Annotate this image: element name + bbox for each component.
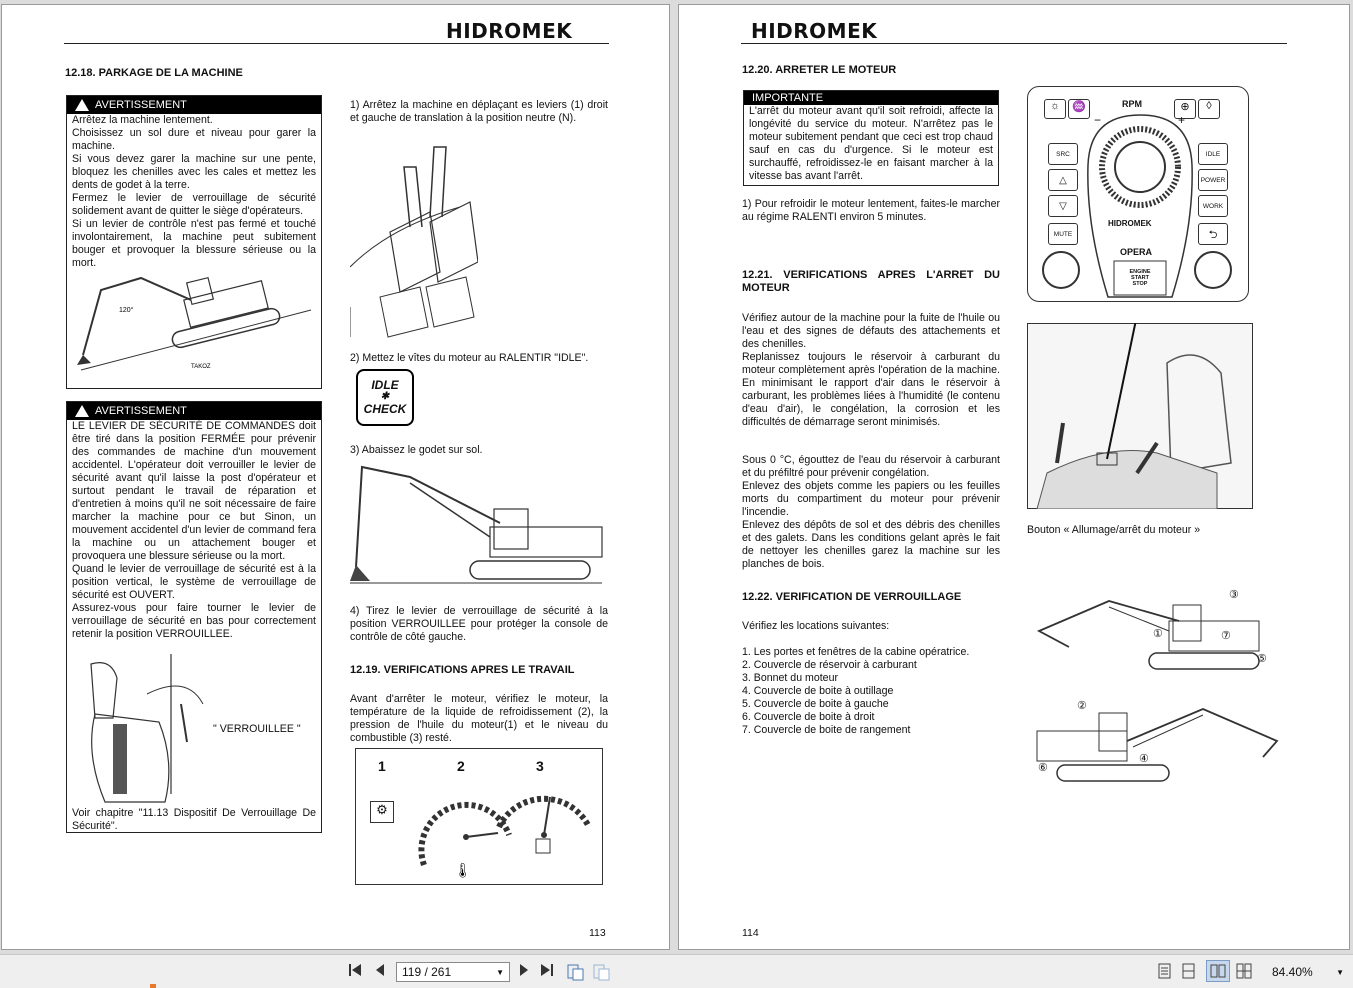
wiper-icon: ♒: [1068, 99, 1090, 119]
continuous-layout-icon[interactable]: [1182, 963, 1196, 979]
engine-start-stop-button: ENGINE START STOP: [1129, 269, 1151, 287]
checklist-item: 5. Couvercle de boite à gauche: [742, 698, 889, 710]
chevron-down-icon: ▼: [496, 967, 504, 977]
rpm-label: RPM: [1122, 99, 1142, 109]
checklist-item: 7. Couvercle de boite de rangement: [742, 724, 911, 736]
gauges-figure: [355, 748, 603, 885]
important-header: [744, 91, 998, 105]
two-page-layout-icon[interactable]: [1206, 960, 1230, 982]
next-page-icon[interactable]: [518, 963, 530, 977]
status-indicator: [150, 984, 156, 988]
heater-icon: ⊕: [1174, 99, 1196, 119]
warning-header: [67, 96, 321, 114]
washer-icon: ◊: [1198, 99, 1220, 119]
section-title-12-22: 12.22. VERIFICATION DE VERROUILLAGE: [742, 591, 962, 603]
excavator-lock-diagram-bottom: [1033, 701, 1283, 787]
excavator-slope-illustration: [71, 270, 317, 380]
header-rule: [64, 43, 609, 44]
warning-box-safety-lever: [66, 401, 322, 833]
important-text: L'arrêt du moteur avant qu'il soit refroidi, affecte la longévité du service du moteur. N'arrêtez pas le moteur subitement pendant que ceci est trop chaud sauf en cas du d'urgence. Si le moteur est surchauffé, refroidissez-le en faisant marcher à la vitesse bas avant l'arrêt.: [749, 105, 993, 182]
marker-3: ③: [1229, 589, 1239, 601]
previous-page-icon[interactable]: [374, 963, 386, 977]
chevron-down-icon: ▼: [1336, 967, 1344, 977]
single-page-view-icon[interactable]: [592, 963, 610, 981]
step-3-text: 3) Abaissez le godet sur sol.: [350, 444, 483, 456]
two-page-continuous-icon[interactable]: [1236, 963, 1252, 979]
marker-6: ⑥: [1038, 762, 1048, 774]
warning-box-parking: [66, 95, 322, 389]
gauge-label-3: 3: [536, 758, 544, 774]
hidromek-logo: HIDROMEK: [446, 19, 573, 43]
page-indicator: 119 / 261: [402, 965, 452, 979]
checklist: [742, 646, 1012, 737]
hidromek-logo: HIDROMEK: [751, 19, 878, 43]
document-page-113: [1, 4, 670, 950]
power-button: POWER: [1198, 169, 1228, 191]
plus-label: +: [1178, 113, 1186, 127]
gauge-label-2: 2: [457, 758, 465, 774]
warning-triangle-icon: [75, 405, 89, 417]
step-1-text: 1) Pour refroidir le moteur lentement, faites-le marcher au régime RALENTI environ 5 minutes.: [742, 198, 1000, 223]
zoom-level-select[interactable]: [1268, 962, 1348, 982]
panel-brand: HIDROMEK: [1108, 219, 1152, 228]
section-title-12-19: 12.19. VERIFICATIONS APRES LE TRAVAIL: [350, 664, 575, 676]
excavator-bucket-down-illustration: [350, 457, 606, 589]
warning-text: LE LEVIER DE SÉCURITÉ DE COMMANDES doit être tiré dans la position FERMÉE pour prévenir des commandes de machine d'un mouvement accidentel. L'opérateur doit verrouiller le levier de sécurité avant qu'il laisse la post d'opérateur et surtout pendant le travail de réparation et d'entretien à moins qu'il ne soit nécessaire de faire marcher la machine pour ce but Sinon, un mouvement accidentel d'un levier de command fera la machine ou un attachement bouger et provoquera une blessure sérieuse ou la mort. Quand le levier de verrouillage de sécurité est à la position vertical, le système de verrouillage de sécurité est OUVERT. Assurez-vous pour faire tourner le levier de verrouillage de sécurité en bas pour correctement retenir la position VERROUILLEE.: [72, 420, 316, 640]
chock-label: TAKOZ: [191, 364, 211, 370]
marker-7: ⑦: [1221, 630, 1231, 642]
warning-header-label: AVERTISSEMENT: [95, 405, 187, 417]
marker-2: ②: [1077, 700, 1087, 712]
cab-interior-illustration: [1027, 323, 1253, 509]
gauge-dials: [414, 775, 604, 883]
down-button: ▽: [1048, 195, 1078, 217]
locked-label: " VERROUILLEE ": [213, 723, 301, 735]
checklist-item: 3. Bonnet du moteur: [742, 672, 838, 684]
idle-icon-label: IDLE: [371, 378, 399, 392]
marker-5: ⑤: [1257, 653, 1267, 665]
important-header-label: IMPORTANTE: [752, 92, 824, 104]
star-icon: ✱: [380, 391, 390, 402]
src-button: SRC: [1048, 143, 1078, 165]
idle-button: IDLE: [1198, 143, 1228, 165]
section-12-21-paragraph-1: Vérifiez autour de la machine pour la fuite de l'huile ou l'eau et des signes de défauts des attachements et des chenilles. Replanissez toujours le réservoir à carburant du moteur complètement après l'opération de la machine. En minimisant le rapport d'air dans le réservoir à carburant, les problèmes liées à l'humidité (le contenu d'eau d'air), le congélation, la corrosion et les difficultés de démarrage seront minimisés.: [742, 312, 1000, 428]
warning-triangle-icon: [75, 99, 89, 111]
first-page-icon[interactable]: [348, 963, 362, 977]
single-page-layout-icon[interactable]: [1158, 963, 1172, 979]
travel-levers-illustration: [350, 137, 478, 343]
oil-pressure-icon: ⚙: [370, 801, 394, 823]
pdf-viewer-toolbar: [0, 954, 1353, 988]
step-1-text: 1) Arrêtez la machine en déplaçant es leviers (1) droit et gauche de translation à la position neutre (N).: [350, 99, 608, 124]
page-number: 114: [742, 927, 759, 939]
back-button: ⮌: [1198, 223, 1228, 245]
page-number-select[interactable]: [396, 962, 510, 982]
step-4-text: 4) Tirez le levier de verrouillage de sécurité à la position VERROUILLEE pour protéger la console de contrôle de côté gauche.: [350, 605, 608, 643]
mute-button: MUTE: [1048, 223, 1078, 245]
opera-label: OPERA: [1120, 247, 1153, 257]
section-12-22-intro: Vérifiez les locations suivantes:: [742, 620, 890, 632]
step-2-text: 2) Mettez le vîtes du moteur au RALENTIR "IDLE".: [350, 352, 589, 364]
marker-1: ①: [1153, 628, 1163, 640]
photo-caption: Bouton « Allumage/arrêt du moteur »: [1027, 524, 1201, 536]
section-title-12-20: 12.20. ARRETER LE MOTEUR: [742, 64, 897, 76]
checklist-item: 4. Couvercle de boite à outillage: [742, 685, 894, 697]
left-knob: [1042, 251, 1080, 289]
section-12-19-text: Avant d'arrêter le moteur, vérifiez le moteur, la température de la liquide de refroidissement (2), la pression de l'huile du moteur(1) et le niveau du combustible (3) resté.: [350, 693, 608, 744]
marker-4: ④: [1139, 753, 1149, 765]
minus-label: −: [1094, 113, 1102, 127]
checklist-item: 2. Couvercle de réservoir à carburant: [742, 659, 917, 671]
work-button: WORK: [1198, 195, 1228, 217]
warning-footer: Voir chapitre "11.13 Dispositif De Verrouillage De Sécurité".: [72, 807, 316, 832]
zoom-level: 84.40%: [1272, 965, 1313, 979]
svg-text:🌡: 🌡: [454, 863, 472, 879]
gauge-label-1: 1: [378, 758, 386, 774]
work-light-icon: ☼: [1044, 99, 1066, 119]
warning-header-label: AVERTISSEMENT: [95, 99, 187, 111]
section-12-21-paragraph-2: Sous 0 °C, égouttez de l'eau du réservoir à carburant et du préfiltré pour prévenir congélation. Enlevez des objets comme les papiers ou les feuilles morts du compartiment du moteur pour prévenir l'incendie. Enlevez des dépôts de sol et des débris des chenilles et des galets. Dans les conditions gelant après le fait de nettoyer les chenilles garez la machine sur les planches de bois.: [742, 454, 1000, 570]
check-icon-label: CHECK: [363, 402, 407, 416]
section-title-12-21: 12.21. VERIFICATIONS APRES L'ARRET DU MOTEUR: [742, 269, 1000, 294]
up-button: △: [1048, 169, 1078, 191]
safety-lever-illustration: [71, 654, 211, 804]
checklist-item: 1. Les portes et fenêtres de la cabine opératrice.: [742, 646, 970, 658]
idle-check-button-icon: [356, 369, 414, 426]
right-knob: [1194, 251, 1232, 289]
checklist-item: 6. Couvercle de boite à droit: [742, 711, 875, 723]
header-rule: [741, 43, 1287, 44]
control-panel-illustration: [1027, 86, 1249, 302]
document-page-114: [678, 4, 1350, 950]
angle-label: 120°: [119, 307, 134, 314]
page-number: 113: [589, 927, 606, 939]
rotate-page-icon[interactable]: [566, 963, 584, 981]
warning-header: [67, 402, 321, 420]
warning-text: Arrêtez la machine lentement. Choisissez un sol dure et niveau pour garer la machine. Si vous devez garer la machine sur une pente, bloquez les chenilles avec les cales et mettez les dents de godet à la terre. Fermez le levier de verrouillage de sécurité solidement avant de quitter le siège d'opérateurs. Si un levier de contrôle n'est pas fermé et touché involontairement, la machine peut subitement bouger et provoquer la blessure sérieuse ou la mort.: [72, 114, 316, 269]
last-page-icon[interactable]: [540, 963, 554, 977]
important-box: [743, 90, 999, 186]
section-title-12-18: 12.18. PARKAGE DE LA MACHINE: [65, 67, 243, 79]
